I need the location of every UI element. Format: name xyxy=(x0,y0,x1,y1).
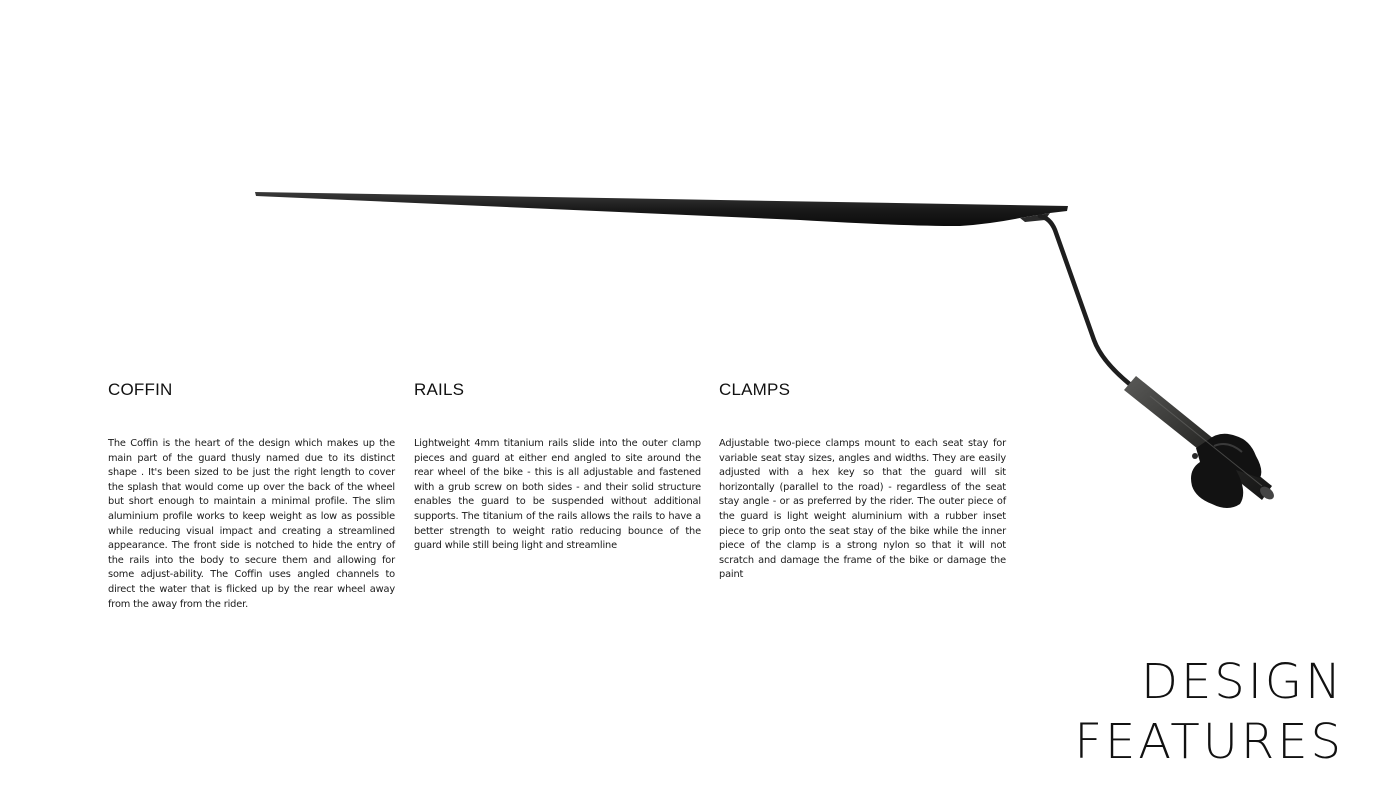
coffin-description: The Coffin is the heart of the design which makes up the main part of the guard thusly named due to its distinct shape . It's been sized to be just the right length to cover the splash that would come up over the back of the wheel but short enough to maintain a minimal profile. The slim aluminium profile works to keep weight as low as possible while reducing visual impact and creating a streamlined appearance. The front side is notched to hide the entry of the rails into the body to secure them and allowing for some adjust-ability. The Coffin uses angled channels to direct the water that is flicked up by the rear wheel away from the away from the rider. xyxy=(108,438,395,610)
coffin-section xyxy=(108,380,395,612)
clamps-description: Adjustable two-piece clamps mount to each seat stay for variable seat stay sizes, angles and widths. They are easily adjusted with a hex key so that the guard will sit horizontally (parallel to the road) - regardless of the seat stay angle - or as preferred by the rider. The outer piece of the guard is light weight aluminium with a rubber inset piece to grip onto the seat stay of the bike while the inner piece of the clamp is a strong nylon so that it will not scratch and damage the frame of the bike or damage the paint xyxy=(719,438,1006,581)
title-line-design: DESIGN xyxy=(1140,654,1344,710)
title-line-features: FEATURES xyxy=(1074,714,1344,770)
rail xyxy=(1040,216,1132,386)
rails-section xyxy=(414,380,701,554)
clamps-heading: CLAMPS xyxy=(719,380,791,399)
coffin-blade xyxy=(255,192,1068,226)
rails-heading: RAILS xyxy=(414,380,465,399)
coffin-heading: COFFIN xyxy=(108,380,173,399)
clamps-section xyxy=(719,380,1006,583)
rails-description: Lightweight 4mm titanium rails slide into the outer clamp pieces and guard at either end angled to site around the rear wheel of the bike - this is all adjustable and fastened with a grub screw on both sides - and their solid structure enables the guard to be suspended without additional supports. The titanium of the rails allows the rails to have a better strength to weight ratio reducing bounce of the guard while still being light and streamline xyxy=(414,438,701,552)
page-title xyxy=(1074,652,1344,772)
